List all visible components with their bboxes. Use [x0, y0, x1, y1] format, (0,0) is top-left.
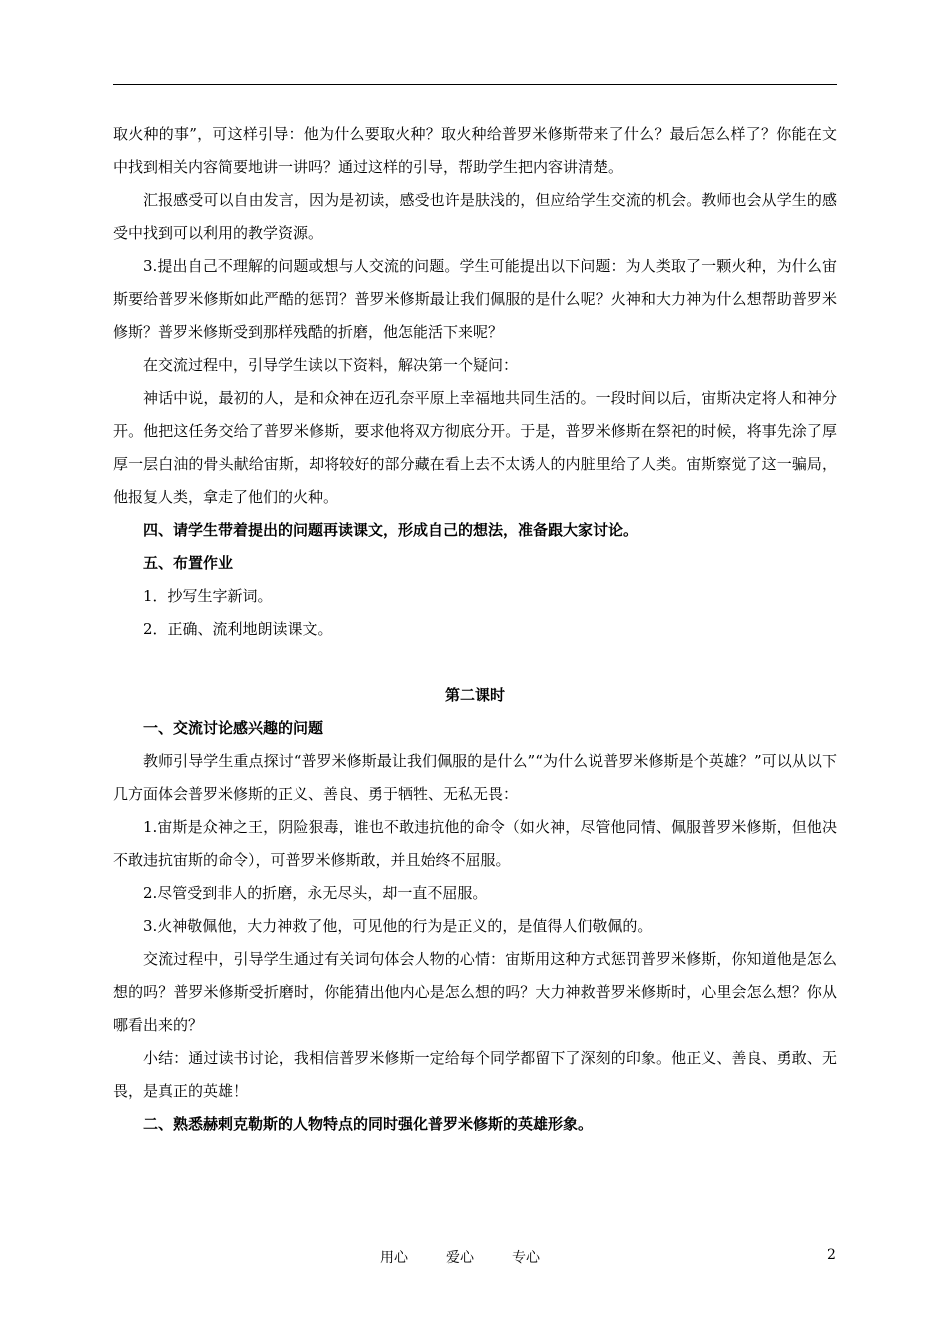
paragraph: 汇报感受可以自由发言，因为是初读，感受也许是肤浅的，但应给学生交流的机会。教师也会从学生的感受中找到可以利用的教学资源。: [113, 191, 837, 242]
paragraph: 2.尽管受到非人的折磨，永无尽头，却一直不屈服。: [143, 884, 488, 902]
paragraph: 教师引导学生重点探讨“普罗米修斯最让我们佩服的是什么”“为什么说普罗米修斯是个英雄？”可以从以下几方面体会普罗米修斯的正义、善良、勇于牺牲、无私无畏：: [113, 752, 837, 803]
homework-item: 2．正确、流利地朗读课文。: [143, 620, 333, 638]
spacer: [113, 646, 837, 679]
paragraph: 在交流过程中，引导学生读以下资料，解决第一个疑问：: [143, 356, 519, 374]
footer-motto-item: 用心: [380, 1250, 408, 1266]
section-heading-one: 一、交流讨论感兴趣的问题: [143, 719, 324, 737]
page-number: 2: [827, 1247, 836, 1263]
paragraph: 交流过程中，引导学生通过有关词句体会人物的心情：宙斯用这种方式惩罚普罗米修斯，你知道他是怎么想的吗？普罗米修斯受折磨时，你能猜出他内心是怎么想的吗？大力神救普罗米修斯时，心里会怎么想？你从哪看出来的？: [113, 950, 837, 1034]
paragraph: 3.火神敬佩他，大力神救了他，可见他的行为是正义的，是值得人们敬佩的。: [143, 917, 653, 935]
section-heading-five: 五、布置作业: [143, 554, 234, 572]
paragraph: 小结：通过读书讨论，我相信普罗米修斯一定给每个同学都留下了深刻的印象。他正义、善良、勇敢、无畏，是真正的英雄！: [113, 1049, 837, 1100]
homework-item: 1．抄写生字新词。: [143, 587, 273, 605]
paragraph: 神话中说，最初的人，是和众神在迈孔奈平原上幸福地共同生活的。一段时间以后，宙斯决定将人和神分开。他把这任务交给了普罗米修斯，要求他将双方彻底分开。于是，普罗米修斯在祭祀的时候，将事先涂了厚厚一层白油的骨头献给宙斯，却将较好的部分藏在看上去不太诱人的内脏里给了人类。宙斯察觉了这一骗局，他报复人类，拿走了他们的火种。: [113, 389, 837, 506]
header-rule: [113, 84, 837, 85]
paragraph: 3.提出自己不理解的问题或想与人交流的问题。学生可能提出以下问题：为人类取了一颗火种，为什么宙斯要给普罗米修斯如此严酷的惩罚？普罗米修斯最让我们佩服的是什么呢？火神和大力神为什么想帮助普罗米修斯？普罗米修斯受到那样残酷的折磨，他怎能活下来呢？: [113, 257, 837, 341]
section-heading-two: 二、熟悉赫剌克勒斯的人物特点的同时强化普罗米修斯的英雄形象。: [143, 1115, 594, 1133]
paragraph: 1.宙斯是众神之王，阴险狠毒，谁也不敢违抗他的命令（如火神，尽管他同情、佩服普罗米修斯，但他决不敢违抗宙斯的命令），可普罗米修斯敢，并且始终不屈服。: [113, 818, 837, 869]
section-heading-four: 四、请学生带着提出的问题再读课文，形成自己的想法，准备跟大家讨论。: [143, 521, 639, 539]
page-footer: [0, 1247, 950, 1271]
lesson-title: 第二课时: [444, 686, 505, 704]
paragraph: 取火种的事”，可这样引导：他为什么要取火种？取火种给普罗米修斯带来了什么？最后怎么样了？你能在文中找到相关内容简要地讲一讲吗？通过这样的引导，帮助学生把内容讲清楚。: [113, 125, 837, 176]
document-body: [113, 118, 837, 1141]
footer-motto: [380, 1247, 578, 1267]
footer-motto-item: 专心: [512, 1250, 540, 1266]
footer-motto-item: 爱心: [446, 1250, 474, 1266]
